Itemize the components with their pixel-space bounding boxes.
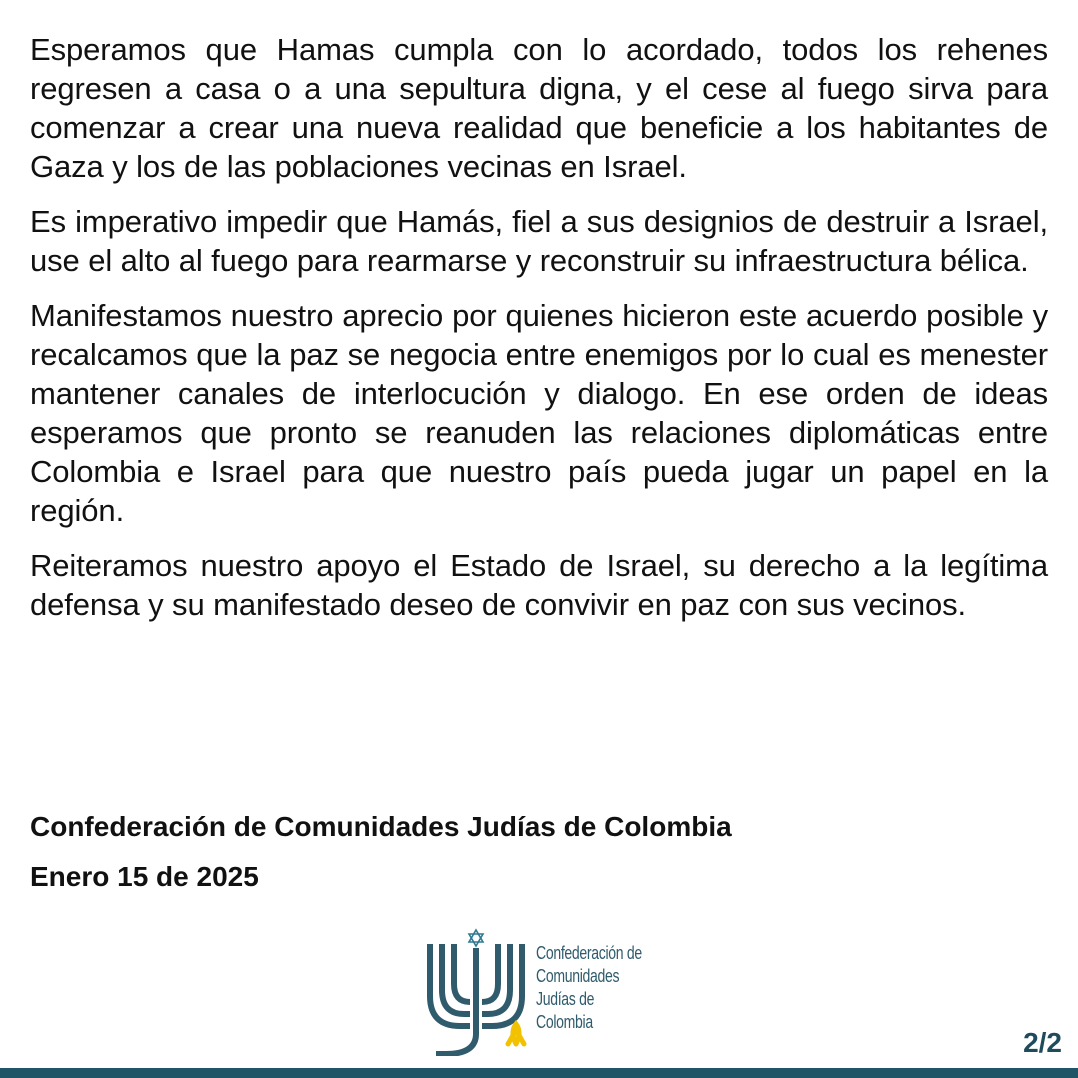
paragraph-2: Es imperativo impedir que Hamás, fiel a sus designios de destruir a Israel, use el alto al fuego para rearmarse y reconstruir su infraestructura bélica. [30,204,1048,278]
logo-text-line-1: Confederación de [536,943,642,963]
signature-block [30,808,1048,908]
menorah-logo-icon [424,926,536,1056]
logo-text-line-3: Judías de [536,989,595,1009]
organization-logo [424,926,664,1056]
signature-organization: Confederación de Comunidades Judías de Colombia [30,811,732,842]
logo-text-line-2: Comunidades [536,966,620,986]
statement-body [30,30,1048,640]
signature-date: Enero 15 de 2025 [30,861,259,892]
logo-text [536,942,642,1034]
page-number: 2/2 [1023,1027,1062,1058]
paragraph-3: Manifestamos nuestro aprecio por quienes hicieron este acuerdo posible y recalcamos que la paz se negocia entre enemigos por lo cual es menester mantener canales de interlocución y dialogo. En ese orden de ideas esperamos que pronto se reanuden las relaciones diplomáticas entre Colombia e Israel para que nuestro país pueda jugar un papel en la región. [30,298,1048,528]
logo-text-line-4: Colombia [536,1012,593,1032]
bottom-bar [0,1068,1078,1078]
paragraph-4: Reiteramos nuestro apoyo el Estado de Israel, su derecho a la legítima defensa y su manifestado deseo de convivir en paz con sus vecinos. [30,548,1048,622]
paragraph-1: Esperamos que Hamas cumpla con lo acordado, todos los rehenes regresen a casa o a una sepultura digna, y el cese al fuego sirva para comenzar a crear una nueva realidad que beneficie a los habitantes de Gaza y los de las poblaciones vecinas en Israel. [30,32,1048,184]
